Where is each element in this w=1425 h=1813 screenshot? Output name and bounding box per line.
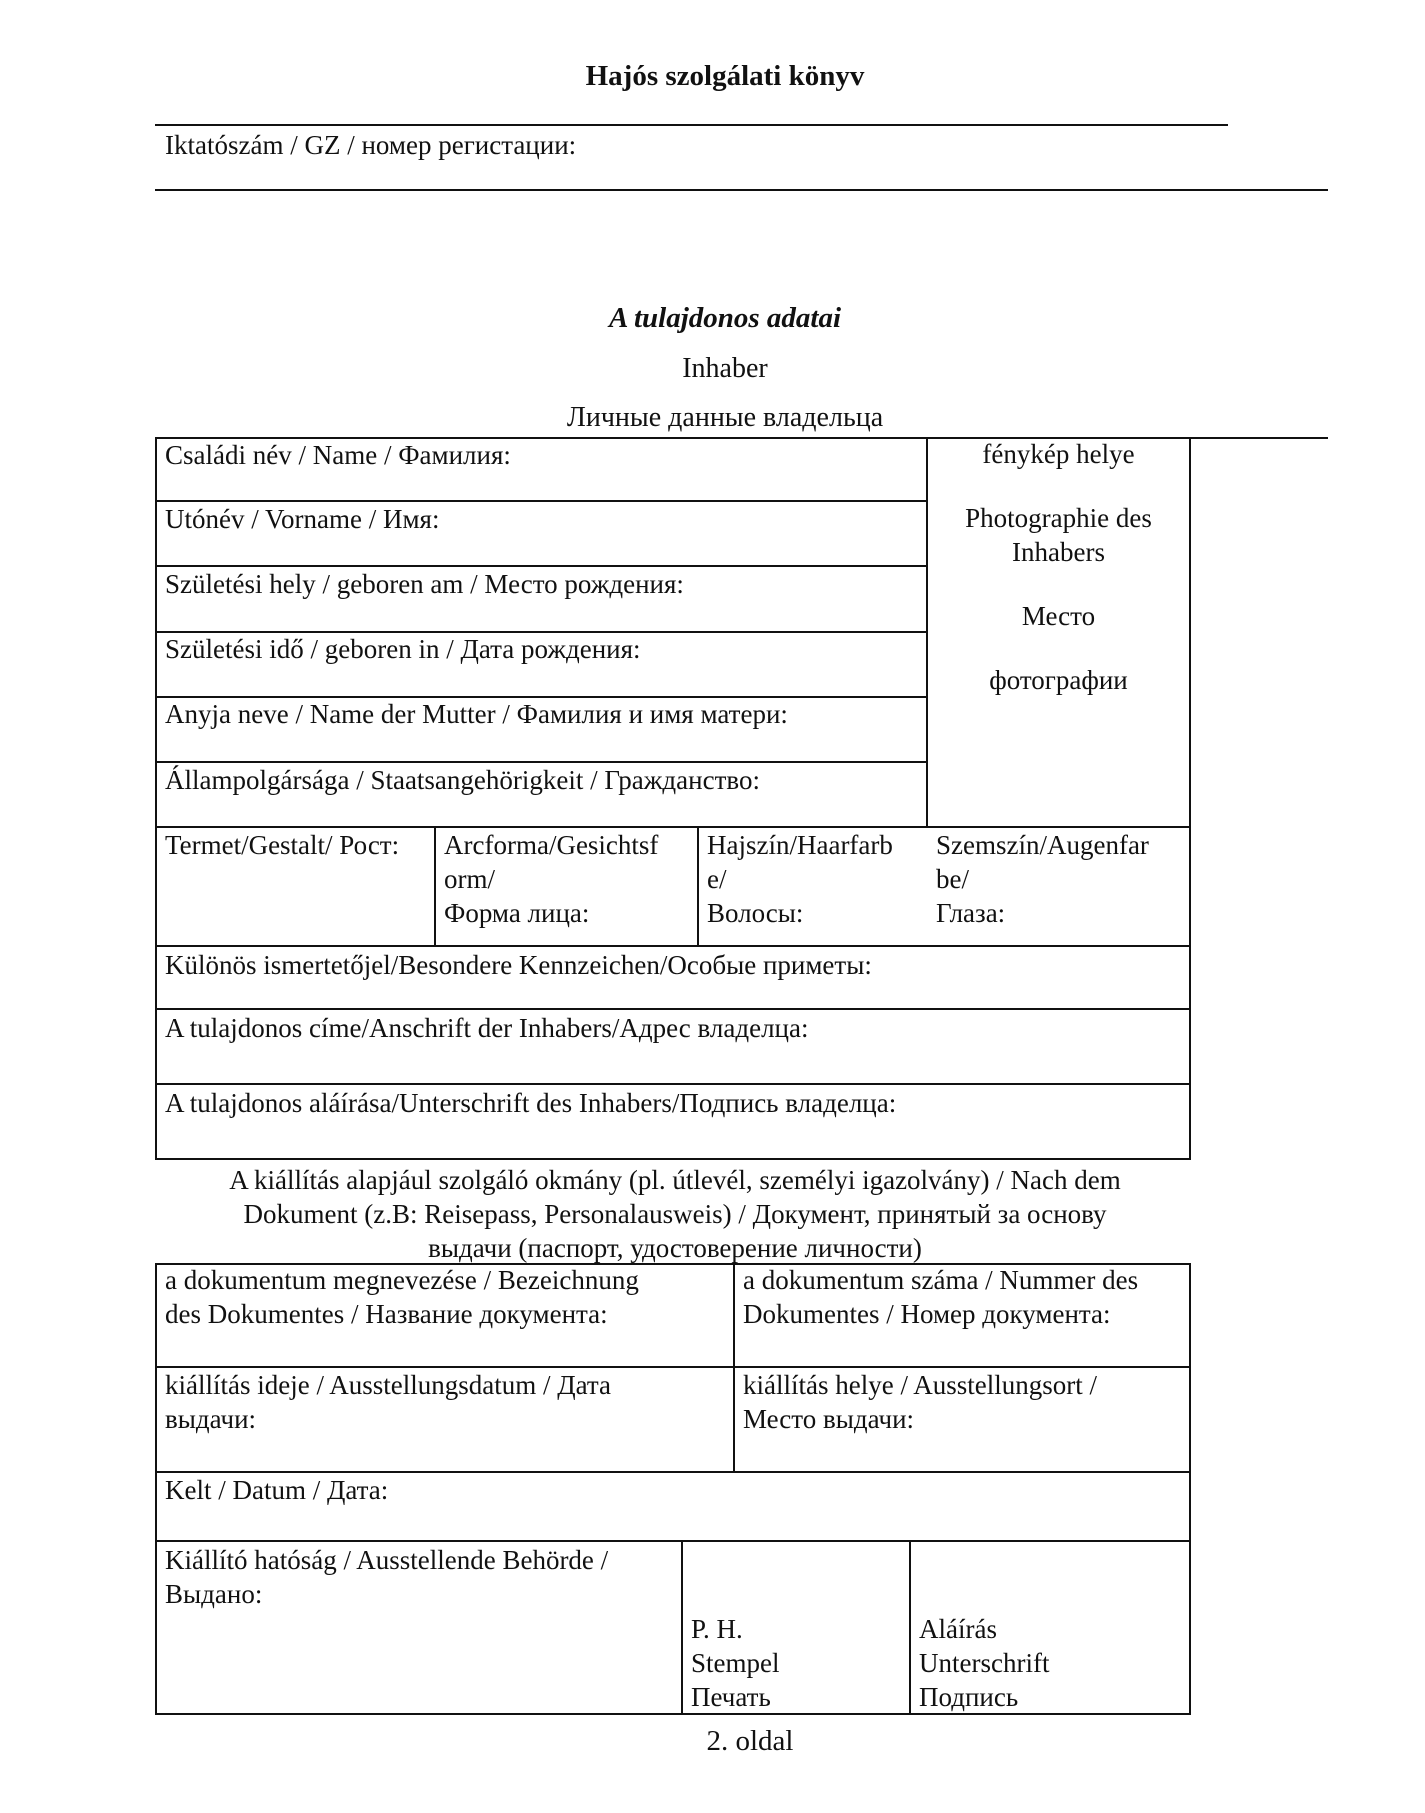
mother-name-label: Anyja neve / Name der Mutter / Фамилия и имя матери: — [165, 699, 788, 729]
doc-number-label — [743, 1263, 1138, 1331]
eyes-line-2: be/ — [936, 864, 969, 894]
page-number: 2. oldal — [706, 1725, 794, 1757]
basis-document-note — [150, 1163, 1200, 1265]
basis-note-line-2: Dokument (z.B: Reisepass, Personalausweis) / Документ, принятый за основу — [243, 1199, 1107, 1229]
height-label: Termet/Gestalt/ Рост: — [165, 830, 400, 860]
issue-date-line-1: kiállítás ideje / Ausstellungsdatum / Дата — [165, 1370, 612, 1400]
sign-label — [919, 1612, 1049, 1714]
hair-line-3: Волосы: — [707, 898, 804, 928]
owner-section-subtitle-de: Inhaber — [682, 353, 768, 384]
eye-color-label — [936, 828, 1149, 930]
owner-section-subtitle-ru: Личные данные владельца — [566, 402, 884, 433]
photo-line-1: fénykép helye — [982, 439, 1135, 469]
doc-name-label — [165, 1263, 639, 1331]
family-name-label: Családi név / Name / Фамилия: — [165, 440, 511, 470]
face-line-2: orm/ — [444, 864, 495, 894]
basis-note-line-3: выдачи (паспорт, удостоверение личности) — [428, 1233, 922, 1263]
row-rule-7 — [155, 945, 1191, 947]
doc-number-line-1: a dokumentum száma / Nummer des — [743, 1265, 1139, 1295]
address-label: A tulajdonos címe/Anschrift der Inhabers/Адрес владелца: — [165, 1013, 809, 1043]
photo-line-4: Место — [1021, 601, 1096, 631]
dated-label: Kelt / Datum / Дата: — [165, 1475, 389, 1505]
physical-divider-1 — [434, 826, 436, 945]
birth-place-label: Születési hely / geboren am / Место рождения: — [165, 569, 684, 599]
registration-rule — [155, 189, 1328, 191]
eyes-line-3: Глаза: — [936, 898, 1006, 928]
issue-place-line-1: kiállítás helye / Ausstellungsort / — [743, 1370, 1097, 1400]
photo-line-5: фотографии — [989, 665, 1128, 695]
issue-place-label — [743, 1368, 1097, 1436]
row-rule-8 — [155, 1008, 1191, 1010]
sign-line-1: Aláírás — [919, 1614, 997, 1644]
hair-color-label — [707, 828, 893, 930]
physical-divider-2 — [697, 826, 699, 945]
face-line-1: Arcforma/Gesichtsf — [444, 830, 659, 860]
issue-date-label — [165, 1368, 611, 1436]
sign-line-3: Подпись — [919, 1682, 1019, 1712]
issuing-authority-label — [165, 1543, 608, 1611]
row-rule-9 — [155, 1083, 1191, 1085]
face-shape-label — [444, 828, 658, 930]
doc-name-line-2: des Dokumentes / Название документа: — [165, 1299, 608, 1329]
photo-placeholder — [926, 437, 1191, 697]
signature-label: A tulajdonos aláírása/Unterschrift des Inhabers/Подпись владелца: — [165, 1088, 897, 1118]
authority-line-1: Kiállító hatóság / Ausstellende Behörde / — [165, 1545, 609, 1575]
stamp-line-2: Stempel — [691, 1648, 780, 1678]
birth-date-label: Születési idő / geboren in / Дата рождения: — [165, 634, 641, 664]
given-name-label: Utónév / Vorname / Имя: — [165, 504, 440, 534]
face-line-3: Форма лица: — [444, 898, 590, 928]
registration-label: Iktatószám / GZ / номер регистации: — [165, 130, 577, 160]
doc-row-rule-3 — [155, 1540, 1191, 1542]
stamp-column-divider — [681, 1540, 683, 1715]
sign-line-2: Unterschrift — [919, 1648, 1050, 1678]
stamp-label — [691, 1612, 780, 1714]
special-marks-label: Különös ismertetőjel/Besondere Kennzeichen/Особые приметы: — [165, 950, 872, 980]
basis-note-line-1: A kiállítás alapjául szolgáló okmány (pl. útlevél, személyi igazolvány) / Nach dem — [229, 1165, 1121, 1195]
photo-line-3: Inhabers — [1012, 537, 1105, 567]
issue-date-line-2: выдачи: — [165, 1404, 257, 1434]
hair-line-2: e/ — [707, 864, 727, 894]
header-rule — [155, 124, 1228, 126]
doc-name-line-1: a dokumentum megnevezése / Bezeichnung — [165, 1265, 639, 1295]
stamp-line-1: P. H. — [691, 1614, 743, 1644]
document-title: Hajós szolgálati könyv — [585, 60, 865, 92]
stamp-line-3: Печать — [691, 1682, 771, 1712]
owner-table-top-extension — [1191, 437, 1328, 439]
citizenship-label: Állampolgársága / Staatsangehörigkeit / Гражданство: — [165, 765, 760, 795]
photo-line-2: Photographie des — [965, 503, 1152, 533]
hair-line-1: Hajszín/Haarfarb — [707, 830, 893, 860]
owner-section-title: A tulajdonos adatai — [608, 302, 842, 334]
doc-number-line-2: Dokumentes / Номер документа: — [743, 1299, 1111, 1329]
issue-place-line-2: Место выдачи: — [743, 1404, 915, 1434]
authority-line-2: Выдано: — [165, 1579, 263, 1609]
sign-column-divider — [909, 1540, 911, 1715]
eyes-line-1: Szemszín/Augenfar — [936, 830, 1149, 860]
